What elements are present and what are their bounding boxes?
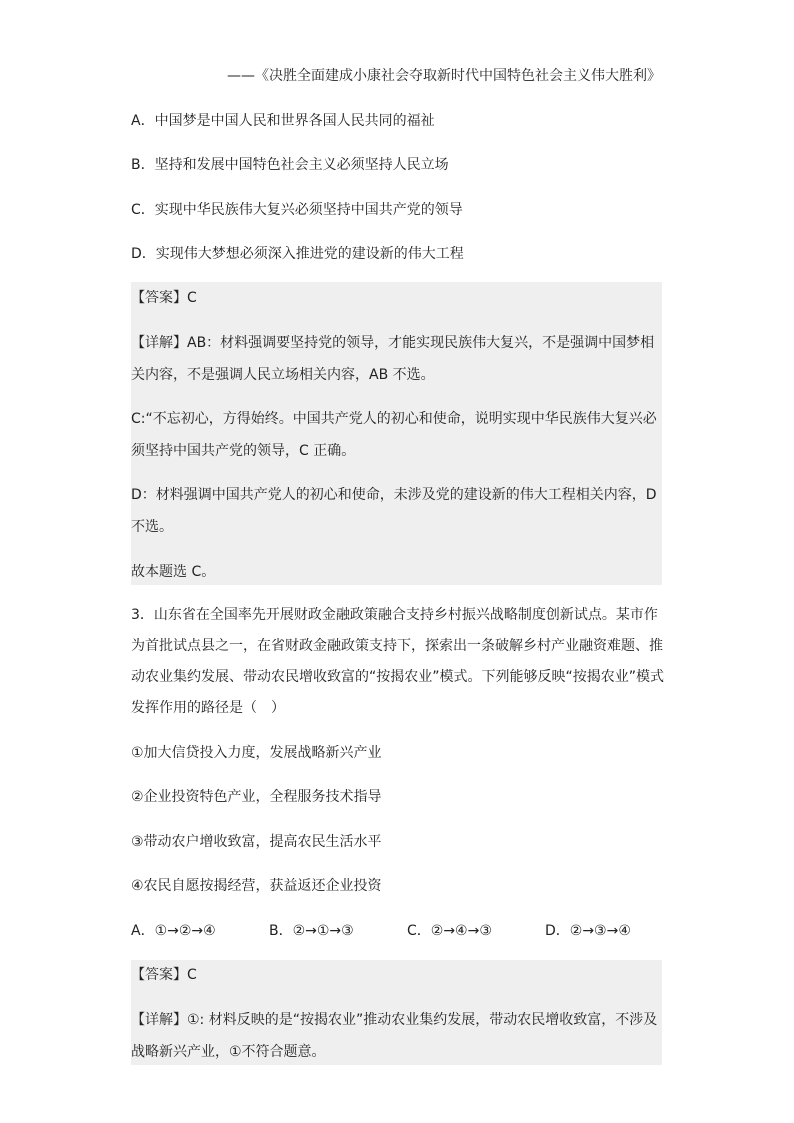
q3-stem-line: 为首批试点县之一，在省财政金融政策支持下，探索出一条破解乡村产业融资难题、推 (131, 638, 663, 654)
q3-choice-b: B．②→①→③ (269, 923, 354, 939)
q3-item-3: ③带动农户增收致富，提高农民生活水平 (131, 834, 382, 850)
q3-answer: 【答案】C (131, 967, 197, 983)
q2-answer: 【答案】C (131, 290, 197, 306)
q2-option-c: C．实现中华民族伟大复兴必须坚持中国共产党的领导 (131, 202, 463, 218)
q2-explanation-line: 须坚持中国共产党的领导，C 正确。 (131, 443, 356, 459)
q3-stem-line: 动农业集约发展、带动农民增收致富的“按揭农业”模式。下列能够反映“按揭农业”模式 (131, 669, 665, 685)
q3-choices (131, 920, 662, 942)
q2-option-d: D．实现伟大梦想必须深入推进党的建设新的伟大工程 (131, 246, 464, 262)
q3-choice-a: A．①→②→④ (131, 923, 216, 939)
source-quote: ——《决胜全面建成小康社会夺取新时代中国特色社会主义伟大胜利》 (227, 68, 661, 84)
q3-explanation-line: 战略新兴产业，①不符合题意。 (131, 1044, 326, 1060)
q3-choice-d: D．②→③→④ (545, 923, 631, 939)
q2-answer-box (131, 282, 662, 585)
q3-choice-c: C．②→④→③ (407, 923, 492, 939)
q2-conclusion: 故本题选 C。 (131, 564, 216, 580)
q3-item-2: ②企业投资特色产业，全程服务技术指导 (131, 789, 382, 805)
q3-stem-line: 发挥作用的路径是（ ） (131, 700, 285, 716)
q2-explanation-line: 不选。 (131, 519, 173, 535)
q2-explanation-line: C:“不忘初心，方得始终。中国共产党人的初心和使命，说明实现中华民族伟大复兴必 (131, 411, 657, 427)
q3-explanation-line: 【详解】①: 材料反映的是“按揭农业”推动农业集约发展，带动农民增收致富，不涉及 (131, 1012, 658, 1028)
q3-item-1: ①加大信贷投入力度，发展战略新兴产业 (131, 745, 382, 761)
q2-explanation-line: D：材料强调中国共产党人的初心和使命，未涉及党的建设新的伟大工程相关内容，D (131, 487, 657, 503)
q3-item-4: ④农民自愿按揭经营，获益返还企业投资 (131, 878, 382, 894)
q2-explanation-line: 【详解】AB：材料强调要坚持党的领导，才能实现民族伟大复兴，不是强调中国梦相 (131, 335, 655, 351)
q3-stem-line: 3．山东省在全国率先开展财政金融政策融合支持乡村振兴战略制度创新试点。某市作 (131, 607, 658, 623)
q2-option-b: B．坚持和发展中国特色社会主义必须坚持人民立场 (131, 157, 449, 173)
q2-explanation-line: 关内容，不是强调人民立场相关内容，AB 不选。 (131, 367, 435, 383)
q2-option-a: A．中国梦是中国人民和世界各国人民共同的福祉 (131, 113, 435, 129)
